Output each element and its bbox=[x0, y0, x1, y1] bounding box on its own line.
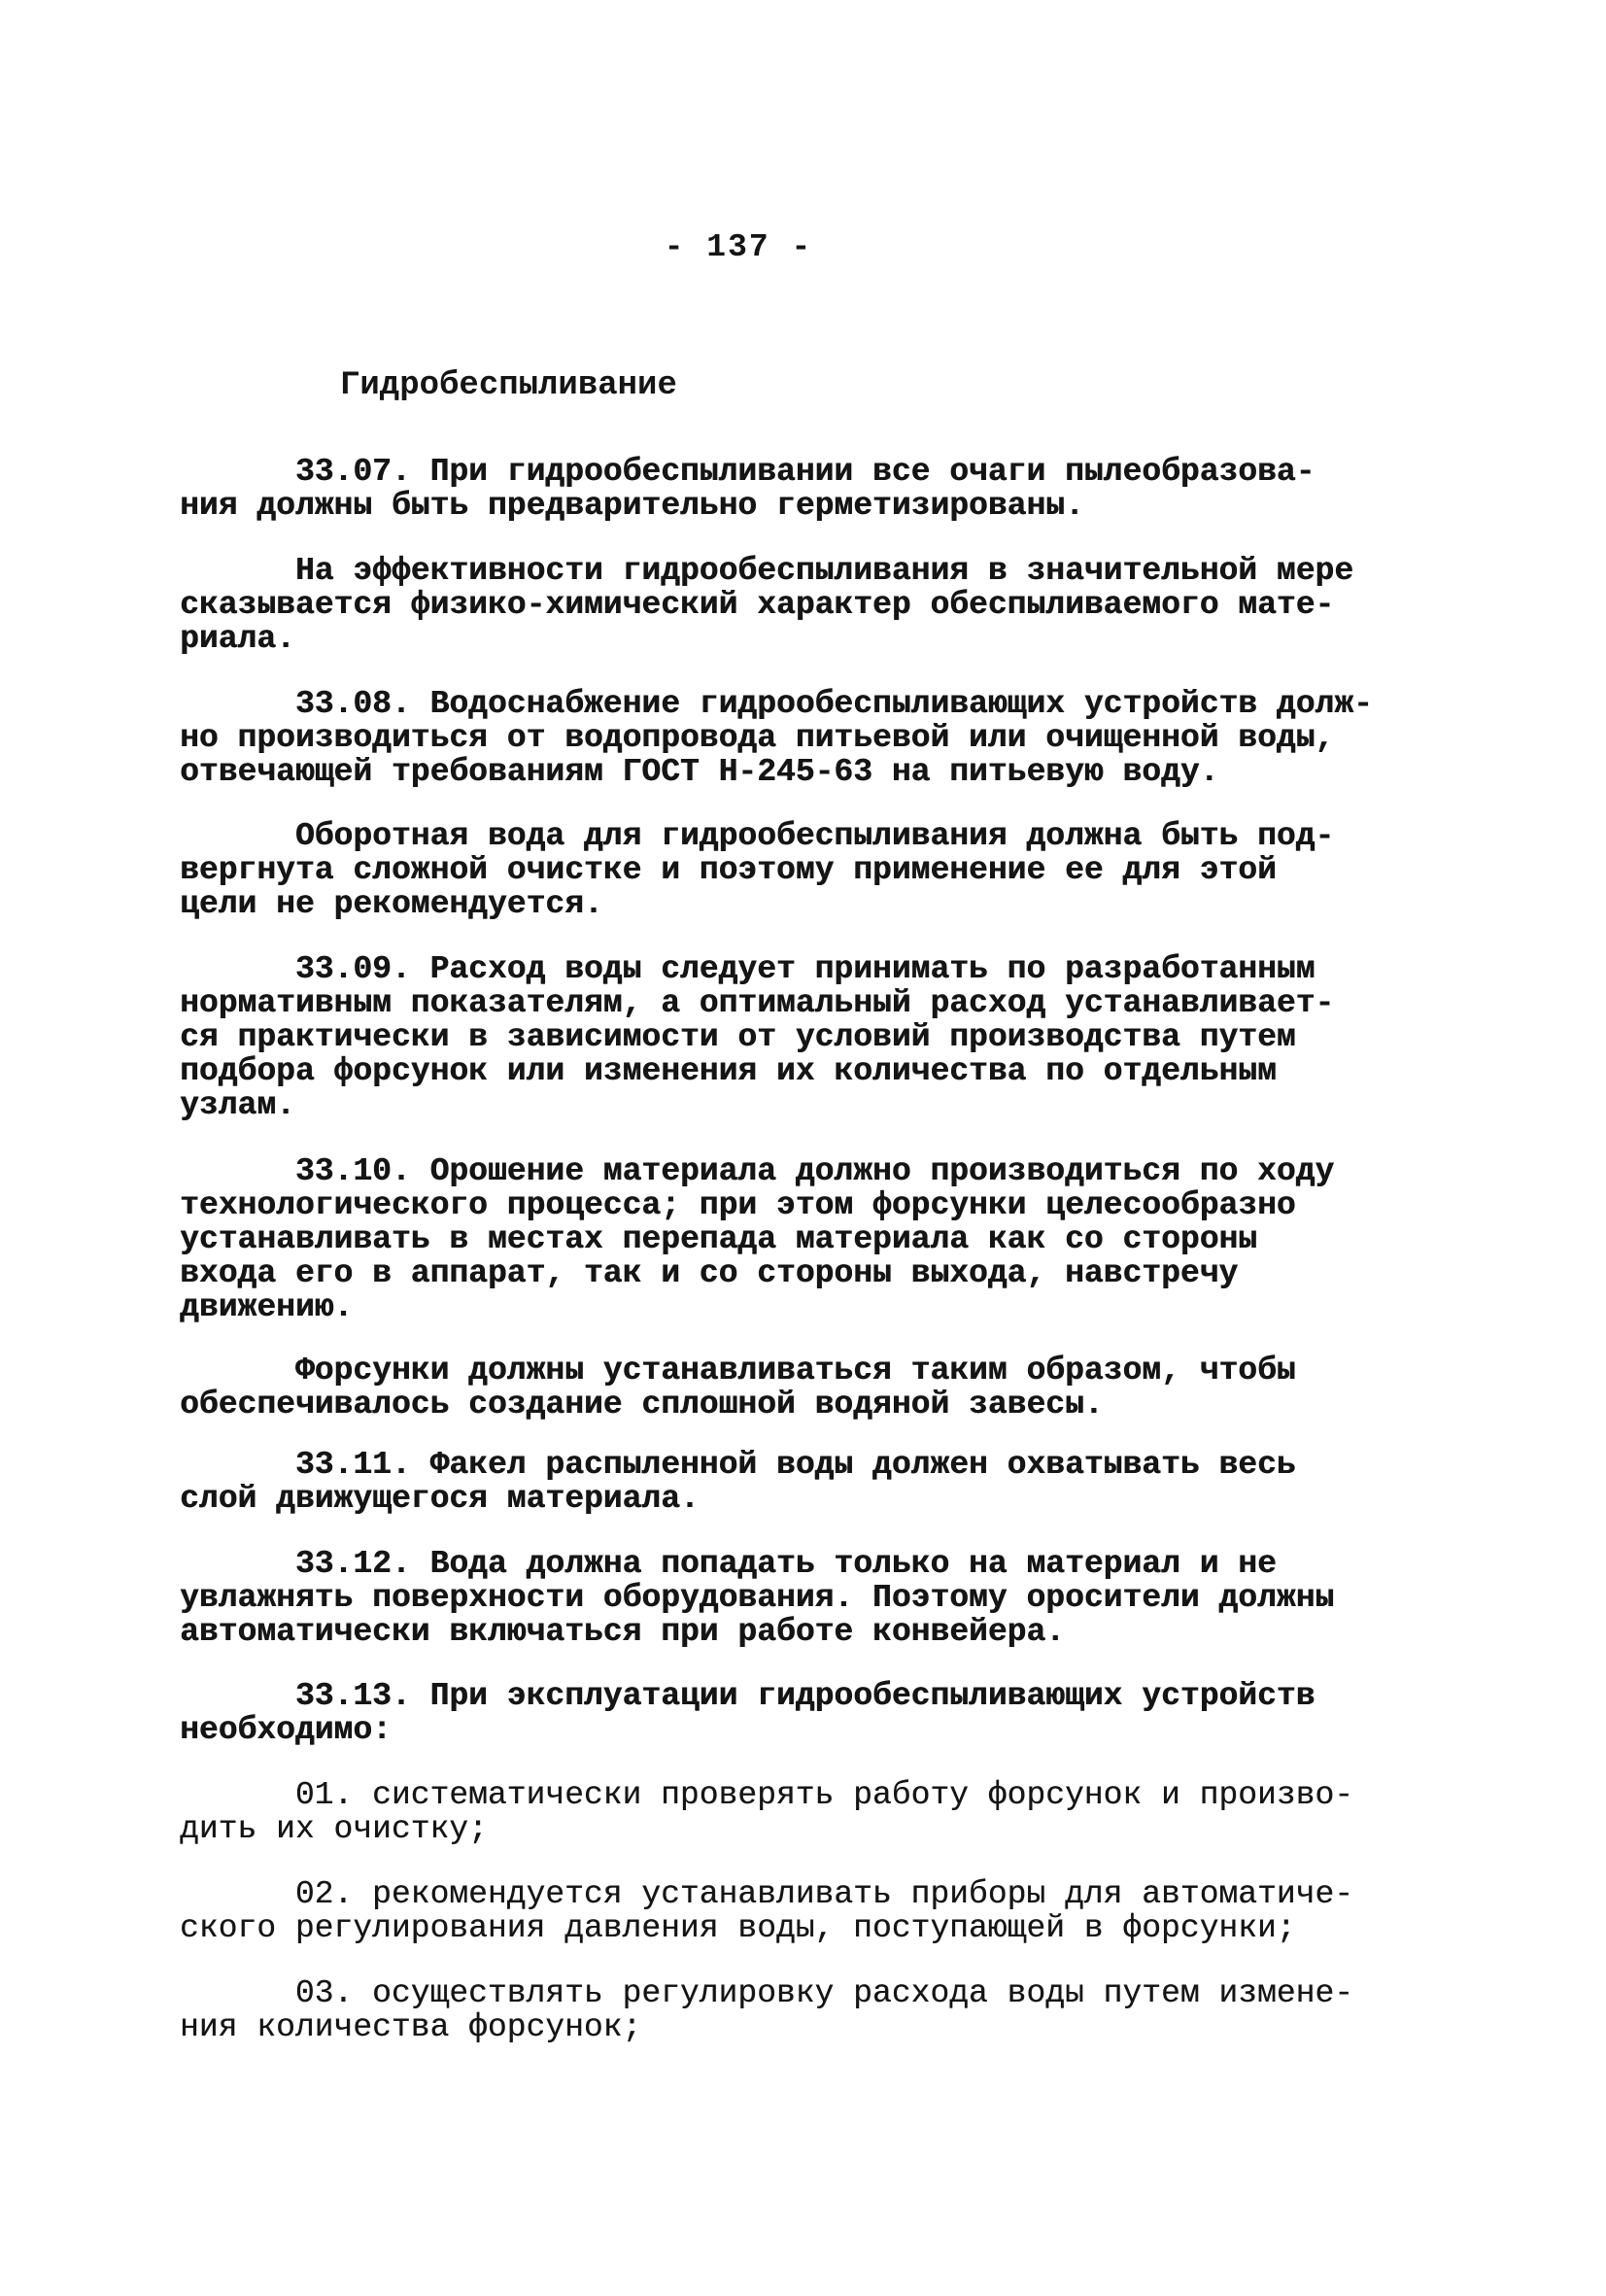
paragraph-33-08: 33.08. Водоснабжение гидрообеспыливающих устройств долж- но производиться от водопровода питьевой или очищенной воды, отвечающей требованиям ГОСТ Н-245-63 на питьевую воду. bbox=[180, 686, 1373, 790]
section-title: Гидробеспыливание bbox=[340, 367, 677, 404]
paragraph-33-10: 33.10. Орошение материала должно производиться по ходу технологического процесса; при этом форсунки целесообразно устанавливать в местах перепада материала как со стороны входа его в аппарат, так и со стороны выхода, навстречу движению. bbox=[180, 1153, 1335, 1325]
list-item-01: 01. систематически проверять работу форсунок и произво- дить их очистку; bbox=[180, 1777, 1353, 1847]
paragraph-nozzles: Форсунки должны устанавливаться таким образом, чтобы обеспечивалось создание сплошной водяной завесы. bbox=[180, 1353, 1296, 1422]
paragraph-33-11: 33.11. Факел распыленной воды должен охватывать весь слой движущегося материала. bbox=[180, 1447, 1296, 1517]
page-number: - 137 - bbox=[664, 229, 813, 265]
paragraph-effectiveness: На эффективности гидрообеспыливания в значительной мере сказывается физико-химический характер обеспыливаемого мате- риала. bbox=[180, 553, 1353, 657]
list-item-02: 02. рекомендуется устанавливать приборы для автоматиче- ского регулирования давления воды, поступающей в форсунки; bbox=[180, 1876, 1353, 1946]
paragraph-33-07: 33.07. При гидрообеспыливании все очаги пылеобразова- ния должны быть предварительно герметизированы. bbox=[180, 454, 1316, 524]
paragraph-recycled-water: Оборотная вода для гидрообеспыливания должна быть под- вергнута сложной очистке и поэтому применение ее для этой цели не рекомендуется. bbox=[180, 818, 1335, 922]
paragraph-33-13: 33.13. При эксплуатации гидрообеспыливающих устройств необходимо: bbox=[180, 1678, 1316, 1748]
paragraph-33-12: 33.12. Вода должна попадать только на материал и не увлажнять поверхности оборудования. Поэтому оросители должны автоматически включаться при работе конвейера. bbox=[180, 1546, 1335, 1650]
list-item-03: 03. осуществлять регулировку расхода воды путем измене- ния количества форсунок; bbox=[180, 1975, 1353, 2045]
paragraph-33-09: 33.09. Расход воды следует принимать по разработанным нормативным показателям, а оптимальный расход устанавливает- ся практически в зависимости от условий производства путем подбора форсунок или изменения их количества по отдельным узлам. bbox=[180, 951, 1335, 1123]
